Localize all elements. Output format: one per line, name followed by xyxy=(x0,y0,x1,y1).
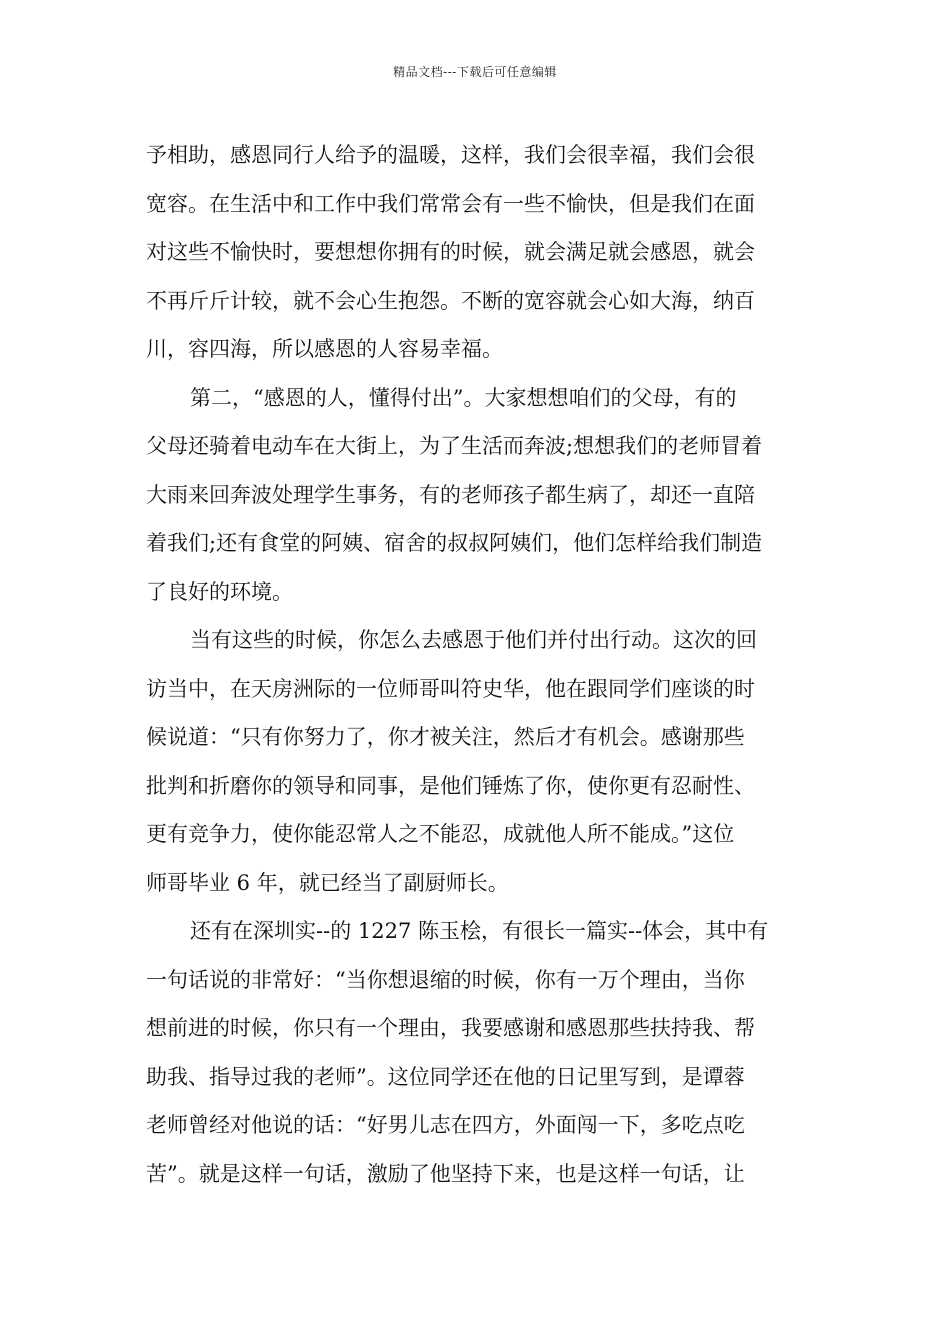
text-line: 对这些不愉快时，要想想你拥有的时候，就会满足就会感恩，就会 xyxy=(146,240,755,264)
text-line: 批判和折磨你的领导和同事，是他们锤炼了你，使你更有忍耐性、 xyxy=(146,773,755,798)
text-line: 候说道：“只有你努力了，你才被关注，然后才有机会。感谢那些 xyxy=(146,725,745,749)
text-line: 还有在深圳实--的 1227 陈玉桧，有很长一篇实--体会，其中有 xyxy=(190,919,769,943)
paragraph-2 xyxy=(146,374,806,617)
page-header: 精品文档---下载后可任意编辑 xyxy=(393,65,557,79)
text-line: 老师曾经对他说的话：“好男儿志在四方，外面闯一下，多吃点吃 xyxy=(146,1113,745,1137)
text-line: 更有竞争力，使你能忍常人之不能忍，成就他人所不能成。”这位 xyxy=(146,822,735,846)
text-line: 川，容四海，所以感恩的人容易幸福。 xyxy=(146,337,503,361)
text-line: 父母还骑着电动车在大街上，为了生活而奔波;想想我们的老师冒着 xyxy=(146,434,763,458)
paragraph-4 xyxy=(146,907,806,1198)
text-line: 师哥毕业 6 年，就已经当了副厨师长。 xyxy=(146,870,509,895)
text-line: 访当中，在天房洲际的一位师哥叫符史华，他在跟同学们座谈的时 xyxy=(146,676,755,701)
text-line: 助我、指导过我的老师”。这位同学还在他的日记里写到，是谭蓉 xyxy=(146,1064,745,1089)
paragraph-3 xyxy=(146,616,806,907)
text-line: 当有这些的时候，你怎么去感恩于他们并付出行动。这次的回 xyxy=(190,628,757,652)
text-line: 第二，“感恩的人，懂得付出”。大家想想咱们的父母，有的 xyxy=(190,385,737,410)
text-line: 想前进的时候，你只有一个理由，我要感谢和感恩那些扶持我、帮 xyxy=(146,1016,755,1040)
text-line: 了良好的环境。 xyxy=(146,579,293,604)
text-line: 宽容。在生活中和工作中我们常常会有一些不愉快，但是我们在面 xyxy=(146,191,755,216)
text-line: 予相助，感恩同行人给予的温暖，这样，我们会很幸福，我们会很 xyxy=(146,143,755,167)
text-line: 着我们;还有食堂的阿姨、宿舍的叔叔阿姨们，他们怎样给我们制造 xyxy=(146,531,763,555)
text-line: 苦”。就是这样一句话，激励了他坚持下来，也是这样一句话，让 xyxy=(146,1161,745,1186)
paragraph-1 xyxy=(146,131,806,374)
text-line: 大雨来回奔波处理学生事务，有的老师孩子都生病了，却还一直陪 xyxy=(146,482,755,507)
text-line: 一句话说的非常好：“当你想退缩的时候，你有一万个理由，当你 xyxy=(146,967,745,992)
document-body xyxy=(146,131,806,1198)
text-line: 不再斤斤计较，就不会心生抱怨。不断的宽容就会心如大海，纳百 xyxy=(146,288,755,313)
